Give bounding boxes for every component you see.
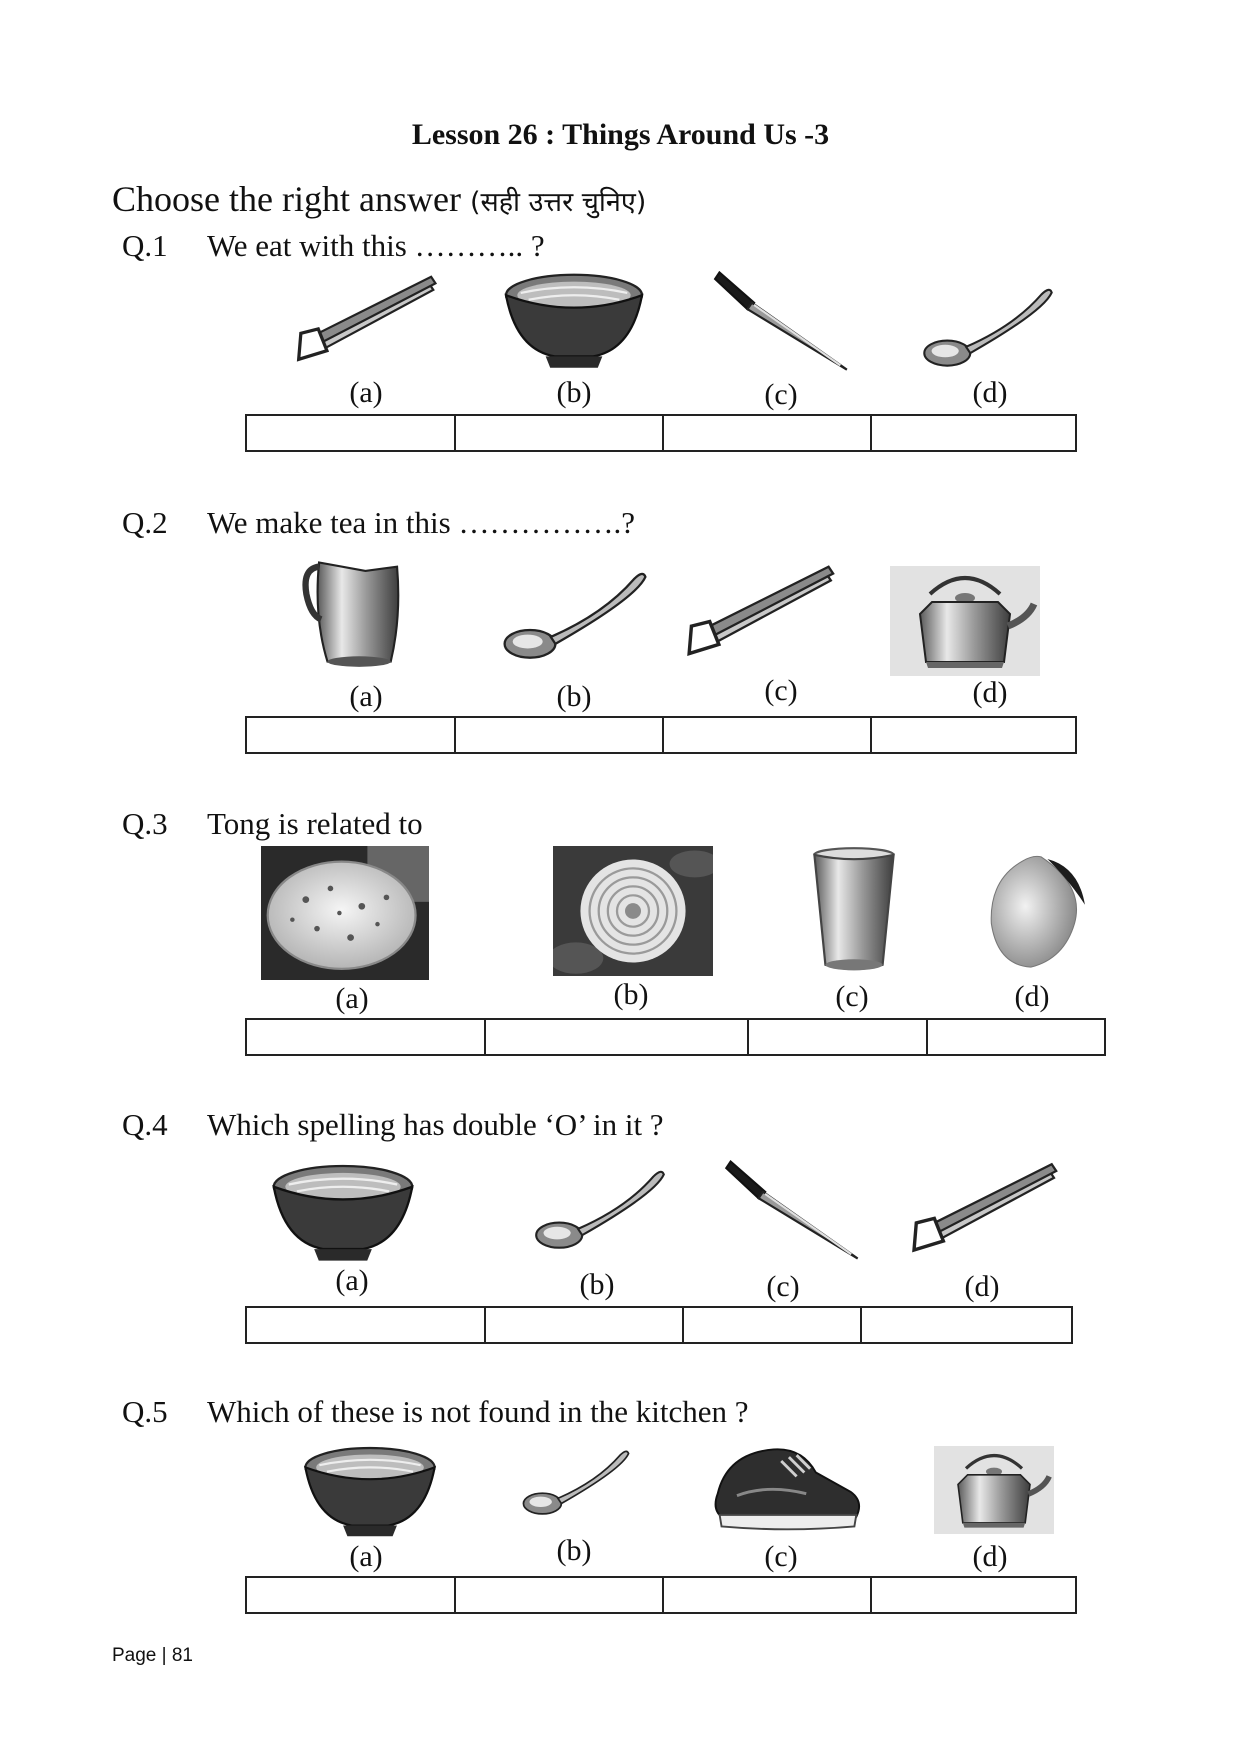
spoon-icon[interactable] [532,1160,668,1258]
page-number: Page | 81 [112,1645,194,1666]
answer-box-d[interactable] [860,1308,1071,1342]
knife-icon[interactable] [710,266,852,374]
option-label-c: (c) [764,1540,798,1573]
option-label-d: (d) [972,676,1008,709]
option-label-b: (b) [556,376,592,409]
flower-photo[interactable] [553,846,713,976]
shoe-icon[interactable] [710,1436,864,1536]
option-label-c: (c) [835,980,869,1013]
spoon-icon[interactable] [918,280,1058,374]
spoon-icon[interactable] [520,1440,632,1524]
option-label-b: (b) [556,1534,592,1567]
answer-box-d[interactable] [870,1578,1075,1612]
answer-box-b[interactable] [454,416,662,450]
steel-glass-icon[interactable] [808,846,900,978]
instruction [112,178,646,220]
answer-box-a[interactable] [247,1020,484,1054]
option-label-d: (d) [972,376,1008,409]
option-label-a: (a) [349,680,383,713]
tong-icon[interactable] [290,268,442,366]
bowl-icon[interactable] [268,1158,418,1264]
option-label-c: (c) [764,378,798,411]
option-label-b: (b) [613,978,649,1011]
answer-box-b[interactable] [484,1308,682,1342]
tong-icon[interactable] [680,554,840,664]
answer-box-b[interactable] [454,718,662,752]
option-label-a: (a) [349,376,383,409]
answer-box-c[interactable] [662,718,870,752]
option-label-c: (c) [764,674,798,707]
answer-box-a[interactable] [247,1578,454,1612]
option-label-c: (c) [766,1270,800,1303]
option-label-a: (a) [349,1540,383,1573]
question-number: Q.2 [122,505,168,540]
bowl-icon[interactable] [500,268,648,370]
question-number: Q.4 [122,1107,168,1142]
answer-row [245,1018,1106,1056]
answer-box-c[interactable] [747,1020,926,1054]
answer-box-a[interactable] [247,416,454,450]
answer-box-d[interactable] [870,718,1075,752]
option-label-a: (a) [335,1264,369,1297]
question-number: Q.5 [122,1394,168,1429]
kettle-icon[interactable] [886,566,1044,676]
answer-box-d[interactable] [870,416,1075,450]
answer-box-b[interactable] [484,1020,747,1054]
lesson-title: Lesson 26 : Things Around Us -3 [411,118,830,151]
answer-box-b[interactable] [454,1578,662,1612]
option-label-b: (b) [579,1268,615,1301]
question-text: Tong is related to [207,806,423,841]
instruction-hindi: (सही उत्तर चुनिए) [469,187,647,218]
roti-photo[interactable] [261,846,429,980]
answer-box-c[interactable] [662,416,870,450]
answer-box-c[interactable] [682,1308,860,1342]
jug-icon[interactable] [302,554,412,670]
option-label-a: (a) [335,982,369,1015]
question-text: We eat with this ……….. ? [207,228,545,263]
spoon-icon[interactable] [500,562,650,668]
option-label-d: (d) [1014,980,1050,1013]
answer-row [245,1576,1077,1614]
question-number: Q.3 [122,806,168,841]
answer-box-c[interactable] [662,1578,870,1612]
answer-row [245,716,1077,754]
answer-row [245,414,1077,452]
mango-icon[interactable] [983,846,1087,976]
question-text: Which spelling has double ‘O’ in it ? [207,1107,664,1142]
question-number: Q.1 [122,228,168,263]
knife-icon[interactable] [722,1152,862,1266]
option-label-b: (b) [556,680,592,713]
bowl-icon[interactable] [300,1440,440,1540]
instruction-text: Choose the right answer [112,179,470,219]
answer-box-a[interactable] [247,1308,484,1342]
tong-icon[interactable] [905,1152,1063,1260]
kettle-icon[interactable] [932,1446,1056,1534]
answer-box-a[interactable] [247,718,454,752]
question-text: Which of these is not found in the kitchen ? [207,1394,749,1429]
option-label-d: (d) [972,1540,1008,1573]
option-label-d: (d) [964,1270,1000,1303]
answer-row [245,1306,1073,1344]
question-text: We make tea in this …………….? [207,505,635,540]
answer-box-d[interactable] [926,1020,1104,1054]
